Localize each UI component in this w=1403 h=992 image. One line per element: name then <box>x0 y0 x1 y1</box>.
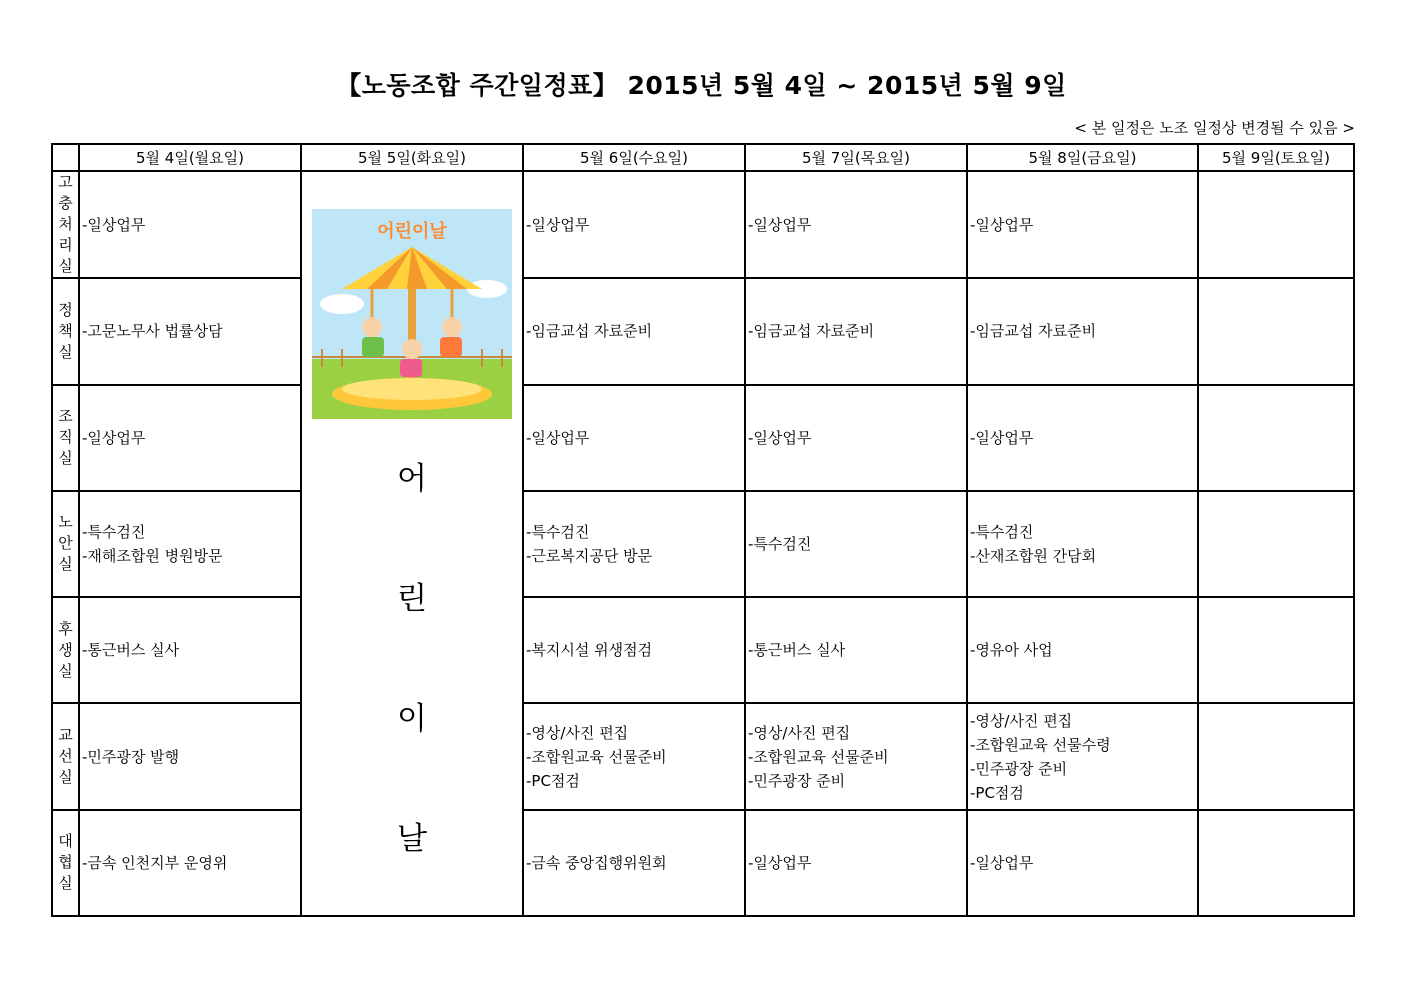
schedule-cell-thu <box>745 597 967 703</box>
schedule-cell-wed <box>523 385 745 491</box>
dept-char: 후 <box>58 619 73 638</box>
header-row <box>52 144 1354 171</box>
schedule-cell-thu <box>745 491 967 597</box>
schedule-item: -조합원교육 선물준비 <box>526 747 667 766</box>
schedule-cell-wed <box>523 810 745 916</box>
schedule-cell-mon <box>79 171 301 278</box>
schedule-item: -민주광장 준비 <box>970 759 1068 778</box>
table-row <box>52 171 1354 278</box>
dept-char: 실 <box>58 874 73 893</box>
holiday-char: 이 <box>397 700 427 737</box>
schedule-cell-fri <box>967 491 1198 597</box>
col-header-sat: 5월 9일(토요일) <box>1198 144 1354 171</box>
dept-label <box>52 278 79 384</box>
schedule-cell-mon <box>79 597 301 703</box>
dept-char: 실 <box>58 257 73 276</box>
schedule-item: -복지시설 위생점검 <box>526 641 653 660</box>
dept-char: 정 <box>58 300 73 319</box>
schedule-item: -민주광장 발행 <box>82 747 180 766</box>
schedule-cell-sat <box>1198 703 1354 809</box>
schedule-item: -조합원교육 선물준비 <box>748 747 889 766</box>
dept-label <box>52 171 79 278</box>
table-row <box>52 810 1354 916</box>
table-row <box>52 385 1354 491</box>
page-title: 【노동조합 주간일정표】 2015년 5월 4일 ~ 2015년 5월 9일 <box>336 71 1067 100</box>
schedule-item: -일상업무 <box>748 428 812 447</box>
schedule-cell-thu <box>745 278 967 384</box>
schedule-item: -일상업무 <box>82 428 146 447</box>
dept-char: 생 <box>58 640 73 659</box>
schedule-cell-wed <box>523 171 745 278</box>
holiday-vertical-text <box>302 419 522 899</box>
schedule-item: -영유아 사업 <box>970 641 1053 660</box>
dept-char: 실 <box>58 449 73 468</box>
holiday-char: 어 <box>397 460 427 497</box>
schedule-cell-wed <box>523 491 745 597</box>
schedule-cell-fri <box>967 171 1198 278</box>
schedule-cell-thu <box>745 703 967 809</box>
schedule-cell-sat <box>1198 278 1354 384</box>
schedule-item: -일상업무 <box>526 428 590 447</box>
schedule-cell-fri <box>967 703 1198 809</box>
schedule-cell-sat <box>1198 491 1354 597</box>
schedule-item: -특수검진 <box>970 522 1034 541</box>
schedule-item: -고문노무사 법률상담 <box>82 322 223 341</box>
schedule-item: -특수검진 <box>526 522 590 541</box>
dept-char: 안 <box>58 534 73 553</box>
col-header-thu: 5월 7일(목요일) <box>745 144 967 171</box>
schedule-cell-wed <box>523 278 745 384</box>
schedule-item: -일상업무 <box>748 853 812 872</box>
schedule-cell-fri <box>967 385 1198 491</box>
schedule-item: -영상/사진 편집 <box>526 723 629 742</box>
dept-char: 실 <box>58 768 73 787</box>
dept-char: 리 <box>58 236 73 255</box>
weekly-schedule-table <box>51 143 1355 917</box>
schedule-item: -통근버스 실사 <box>82 641 180 660</box>
schedule-item: -일상업무 <box>970 215 1034 234</box>
schedule-item: -임금교섭 자료준비 <box>970 322 1097 341</box>
schedule-cell-fri <box>967 810 1198 916</box>
dept-char: 처 <box>58 215 73 234</box>
col-header-fri: 5월 8일(금요일) <box>967 144 1198 171</box>
dept-char: 선 <box>58 747 73 766</box>
schedule-cell-wed <box>523 597 745 703</box>
dept-label <box>52 703 79 809</box>
holiday-char: 린 <box>397 580 427 617</box>
schedule-cell-sat <box>1198 597 1354 703</box>
schedule-item: -임금교섭 자료준비 <box>748 322 875 341</box>
change-notice: < 본 일정은 노조 일정상 변경될 수 있음 > <box>1074 119 1355 137</box>
schedule-cell-thu <box>745 810 967 916</box>
schedule-cell-mon <box>79 810 301 916</box>
col-header-tue: 5월 5일(화요일) <box>301 144 523 171</box>
dept-char: 대 <box>58 832 73 851</box>
dept-char: 실 <box>58 661 73 680</box>
schedule-item: -영상/사진 편집 <box>748 723 851 742</box>
schedule-item: -PC점검 <box>526 771 580 790</box>
holiday-char: 날 <box>397 820 427 857</box>
schedule-item: -일상업무 <box>82 215 146 234</box>
dept-char: 충 <box>58 194 73 213</box>
schedule-item: -산재조합원 간담회 <box>970 546 1097 565</box>
schedule-item: -특수검진 <box>748 534 812 553</box>
schedule-cell-wed <box>523 703 745 809</box>
schedule-cell-sat <box>1198 385 1354 491</box>
schedule-cell-mon <box>79 703 301 809</box>
childrens-day-illustration-icon <box>312 209 512 419</box>
dept-char: 고 <box>58 173 73 192</box>
schedule-cell-fri <box>967 278 1198 384</box>
table-row <box>52 703 1354 809</box>
illustration-banner: 어린이날 <box>377 220 447 242</box>
schedule-cell-mon <box>79 491 301 597</box>
dept-char: 노 <box>58 513 73 532</box>
dept-label <box>52 810 79 916</box>
dept-label <box>52 491 79 597</box>
table-row <box>52 597 1354 703</box>
schedule-cell-sat <box>1198 171 1354 278</box>
dept-char: 협 <box>58 853 73 872</box>
table-row <box>52 278 1354 384</box>
corner-cell <box>52 144 79 171</box>
dept-char: 실 <box>58 555 73 574</box>
schedule-item: -민주광장 준비 <box>748 771 846 790</box>
schedule-cell-fri <box>967 597 1198 703</box>
schedule-item: -PC점검 <box>970 783 1024 802</box>
col-header-mon: 5월 4일(월요일) <box>79 144 301 171</box>
schedule-item: -특수검진 <box>82 522 146 541</box>
schedule-item: -임금교섭 자료준비 <box>526 322 653 341</box>
dept-char: 조 <box>58 407 73 426</box>
schedule-cell-sat <box>1198 810 1354 916</box>
schedule-cell-mon <box>79 278 301 384</box>
table-row <box>52 491 1354 597</box>
dept-char: 실 <box>58 342 73 361</box>
schedule-item: -근로복지공단 방문 <box>526 546 653 565</box>
schedule-item: -영상/사진 편집 <box>970 711 1073 730</box>
dept-char: 교 <box>58 726 73 745</box>
schedule-item: -일상업무 <box>748 215 812 234</box>
holiday-cell <box>301 171 523 916</box>
schedule-item: -일상업무 <box>526 215 590 234</box>
dept-char: 책 <box>58 321 73 340</box>
schedule-item: -일상업무 <box>970 428 1034 447</box>
schedule-item: -통근버스 실사 <box>748 641 846 660</box>
schedule-item: -금속 중앙집행위원회 <box>526 853 667 872</box>
schedule-item: -일상업무 <box>970 853 1034 872</box>
dept-label <box>52 385 79 491</box>
schedule-item: -조합원교육 선물수령 <box>970 735 1111 754</box>
schedule-cell-thu <box>745 385 967 491</box>
dept-label <box>52 597 79 703</box>
col-header-wed: 5월 6일(수요일) <box>523 144 745 171</box>
schedule-item: -금속 인천지부 운영위 <box>82 853 228 872</box>
schedule-item: -재해조합원 병원방문 <box>82 546 223 565</box>
schedule-cell-mon <box>79 385 301 491</box>
schedule-cell-thu <box>745 171 967 278</box>
dept-char: 직 <box>58 428 73 447</box>
